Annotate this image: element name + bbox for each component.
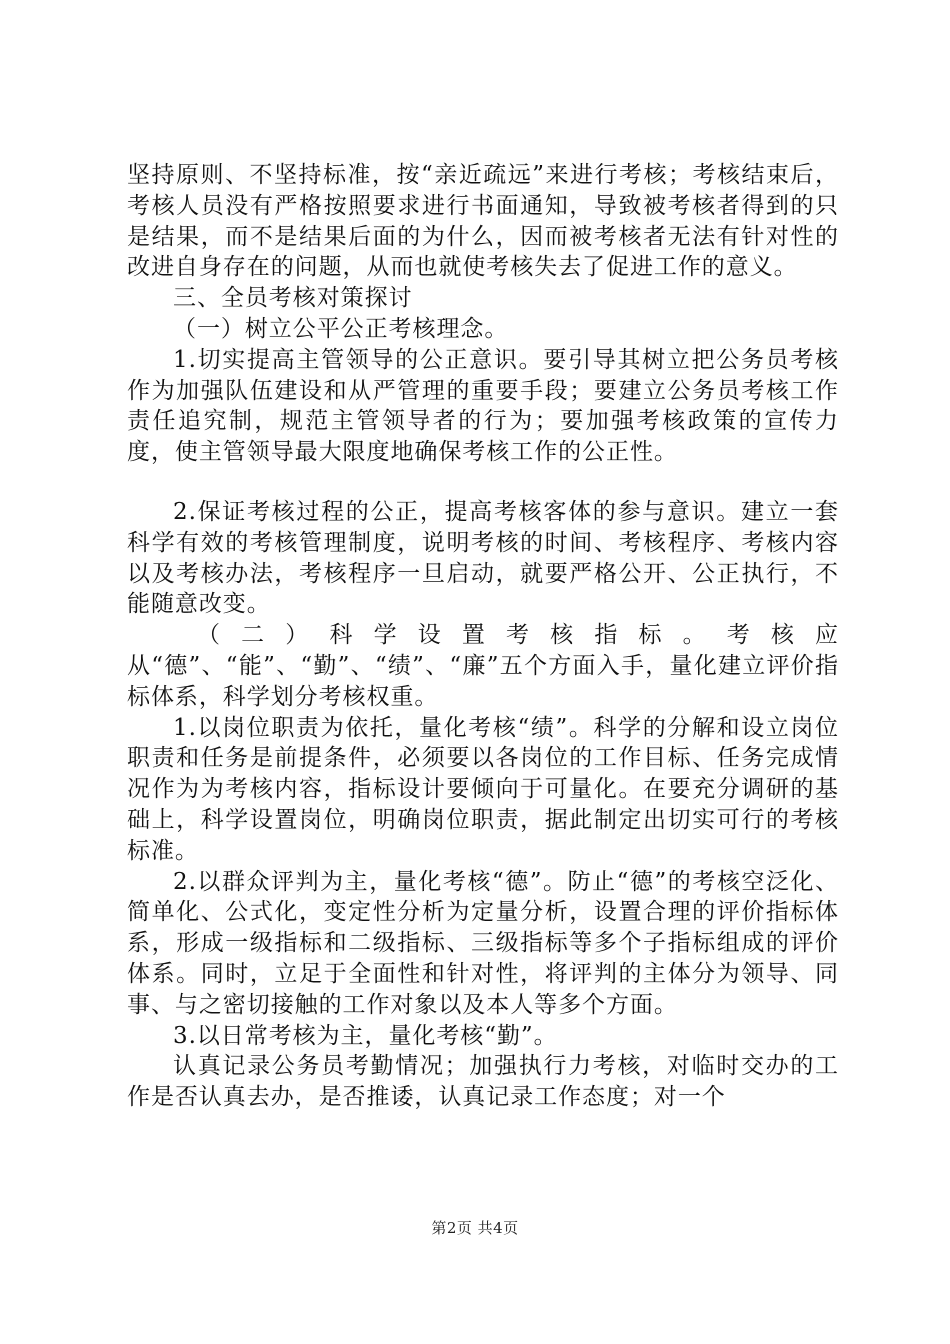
- document-body: [127, 160, 839, 1113]
- paragraph-item-2-3-body: 认真记录公务员考勤情况；加强执行力考核，对临时交办的工作是否认真去办，是否推诿，认真记录工作态度；对一个: [127, 1053, 839, 1111]
- page-footer: 第2页 共4页: [431, 1219, 519, 1237]
- subsection-heading-2: （二）科学设置考核指标。考核应从“德”、“能”、“勤”、“绩”、“廉”五个方面入手，量化建立评价指标体系，科学划分考核权重。: [127, 622, 839, 710]
- paragraph-item-2-3-heading: 3.以日常考核为主，量化考核“勤”。: [173, 1022, 558, 1049]
- paragraph-item-2-1: 1.以岗位职责为依托，量化考核“绩”。科学的分解和设立岗位职责和任务是前提条件，必须要以各岗位的工作目标、任务完成情况作为为考核内容，指标设计要倾向于可量化。在要充分调研的基础上，科学设置岗位，明确岗位职责，据此制定出切实可行的考核标准。: [127, 714, 839, 864]
- paragraph-item-2-2: 2.以群众评判为主，量化考核“德”。防止“德”的考核空泛化、简单化、公式化，变定性分析为定量分析，设置合理的评价指标体系，形成一级指标和二级指标、三级指标等多个子指标组成的评价体系。同时，立足于全面性和针对性，将评判的主体分为领导、同事、与之密切接触的工作对象以及本人等多个方面。: [127, 868, 839, 1018]
- paragraph-continuation: 坚持原则、不坚持标准，按“亲近疏远”来进行考核；考核结束后，考核人员没有严格按照要求进行书面通知，导致被考核者得到的只是结果，而不是结果后面的为什么，因而被考核者无法有针对性的改进自身存在的问题，从而也就使考核失去了促进工作的意义。: [127, 162, 839, 281]
- paragraph-item-1-2: 2.保证考核过程的公正，提高考核客体的参与意识。建立一套科学有效的考核管理制度，说明考核的时间、考核程序、考核内容以及考核办法，考核程序一旦启动，就要严格公开、公正执行，不能随意改变。: [127, 498, 839, 618]
- paragraph-item-1-1: 1.切实提高主管领导的公正意识。要引导其树立把公务员考核作为加强队伍建设和从严管理的重要手段；要建立公务员考核工作责任追究制，规范主管领导者的行为；要加强考核政策的宣传力度，使主管领导最大限度地确保考核工作的公正性。: [127, 346, 839, 466]
- subsection-heading-1: （一）树立公平公正考核理念。: [173, 315, 509, 342]
- section-heading-3: 三、全员考核对策探讨: [173, 285, 413, 312]
